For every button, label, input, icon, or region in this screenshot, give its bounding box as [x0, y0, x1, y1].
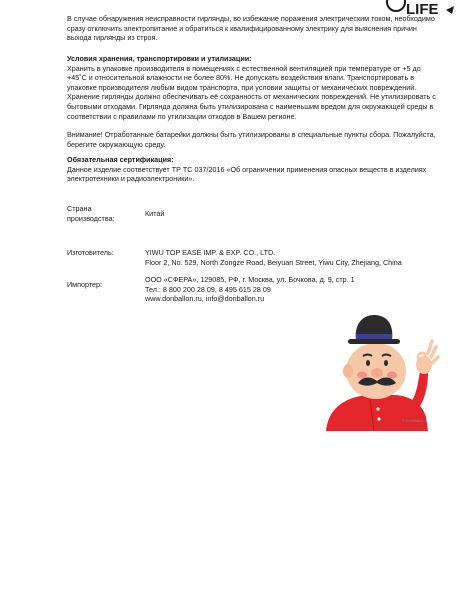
country-label: Страна производства:	[67, 204, 115, 223]
logo-text: LIFE	[406, 1, 439, 18]
mascot-illustration	[318, 313, 440, 431]
importer-line3: www.donballon.ru, info@donballon.ru	[145, 294, 265, 304]
country-value: Китай	[145, 209, 165, 218]
storage-heading: Условия хранения, транспортировки и утилизации:	[67, 54, 252, 63]
certification-heading: Обязательная сертификация:	[67, 155, 174, 164]
importer-details	[145, 275, 445, 304]
importer-line1: ООО «СФЕРА», 129085, РФ, г. Москва, ул. Бочкова, д. 9, стр. 1	[145, 275, 355, 284]
importer-label: Импортер:	[67, 280, 103, 289]
importer-line2: Тел.: 8 800 200 28 09, 8 495 615 28 09	[145, 284, 271, 294]
manufacturer-label: Изготовитель:	[67, 248, 114, 257]
manufacturer-details	[145, 248, 445, 267]
manufacturer-name: YIWU TOP EASE IMP. & EXP. CO., LTD.	[145, 248, 276, 257]
manufacturer-address: Floor 2, No. 529, North Zongze Road, Beiyuan Street, Yiwu City, Zhejiang, China	[145, 257, 402, 267]
mascot-credit: © DonBallon	[402, 418, 425, 423]
warning-section	[67, 14, 439, 43]
warning-text: В случае обнаружения неисправности гирлянды, во избежание поражения электрическим током, необходимо сразу отключить электропитание и обратиться к квалифицированному электрику для выяснения причин выхода гирлянды из строя.	[67, 14, 435, 43]
certification-section	[67, 155, 439, 184]
certification-text: Данное изделие соответствует ТР ТС 037/2016 «Об ограничении применения опасных веществ в изделиях электротехники и радиоэлектроники».	[67, 164, 427, 184]
storage-text: Хранить в упаковке производителя в помещениях с естественной вентиляцией при температуре от +5 до +45˚C и относительной влажности не более 80%. Не допускать воздействия влаги. Транспортировать в упаковке производителя любым видом транспорта, при условии защиты от механических повреждений. Хранение гирлянды должно обеспечивать её сохранность от механических повреждений. Не утилизировать с бытовыми отходами. Гирлянда должна быть утилизирована с наименьшим вредом для окружающей среды в соответствии с правилами по утилизации отходов в Вашем регионе.	[67, 63, 436, 121]
battery-section	[67, 130, 439, 149]
battery-note-text: Внимание! Отработанные батарейки должны быть утилизированы в специальные пункты сбора. Пожалуйста, берегите окружающую среду.	[67, 130, 436, 149]
storage-section	[67, 54, 439, 121]
mascot-icon	[318, 313, 440, 431]
